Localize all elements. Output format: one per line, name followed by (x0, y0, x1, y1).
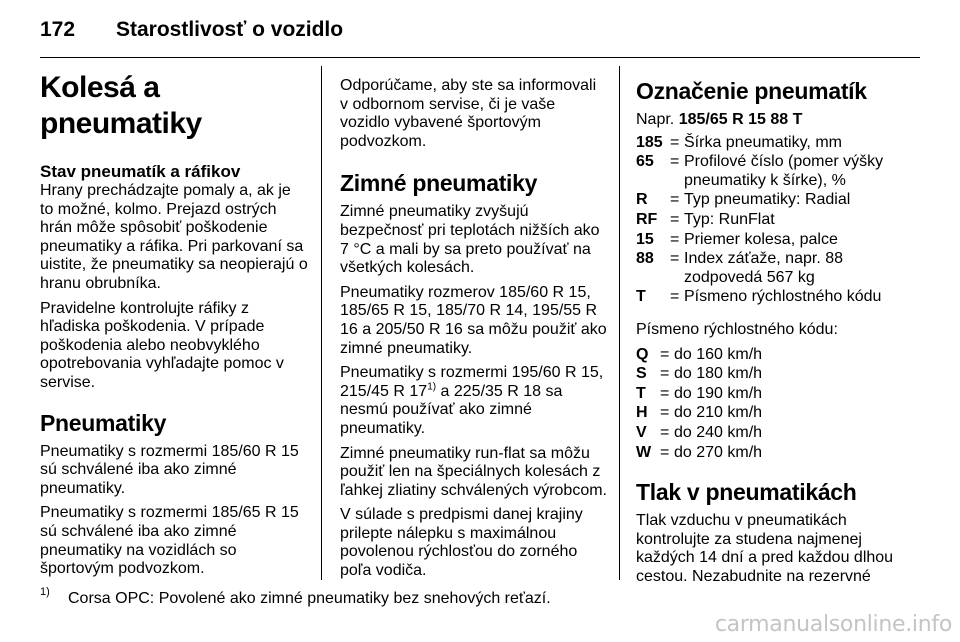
code-row (636, 385, 908, 404)
code-row (636, 191, 908, 210)
paragraph: Pneumatiky rozmerov 185/60 R 15, 185/65 R 15, 185/70 R 14, 195/55 R 16 a 205/50 R 16 sa môžu použiť ako zimné pneumatiky. (340, 283, 607, 357)
code-row (636, 404, 908, 423)
code-description: do 160 km/h (674, 345, 763, 363)
code-description: Index záťaže, napr. 88 zodpovedá 567 kg (684, 250, 843, 286)
paragraph: Tlak vzduchu v pneumatikách kontrolujte za studena najmenej každých 14 dní a pred každou dlhou cestou. Nezabudnite na rezervné (636, 512, 894, 585)
example-prefix: Napr. (636, 111, 675, 128)
code-key: Q (636, 345, 649, 363)
code-row (636, 346, 908, 365)
equals-sign: = (670, 133, 680, 151)
code-row (636, 231, 908, 250)
equals-sign: = (670, 191, 680, 209)
code-description: Šírka pneumatiky, mm (684, 133, 842, 151)
code-key: RF (636, 210, 658, 228)
equals-sign: = (670, 250, 680, 268)
section-title-tyre-designation: Označenie pneumatík (636, 78, 867, 104)
equals-sign: = (660, 443, 670, 461)
code-row (636, 444, 908, 463)
example-line (636, 111, 908, 130)
column-divider (321, 66, 322, 580)
equals-sign: = (670, 153, 680, 171)
paragraph: Hrany prechádzajte pomaly a, ak je to možné, kolmo. Prejazd ostrých hrán môže spôsobiť poškodenie pneumatiky a ráfika. Pri parkovaní sa uistite, že pneumatiky sa neopierajú o hranu obrubníka. (40, 182, 308, 292)
code-row (636, 134, 908, 153)
equals-sign: = (660, 345, 670, 363)
footnote-text: Corsa OPC: Povolené ako zimné pneumatiky bez snehových reťazí. (68, 590, 551, 607)
speed-intro: Písmeno rýchlostného kódu: (636, 320, 838, 338)
code-row (636, 211, 908, 230)
code-description: do 190 km/h (674, 384, 763, 402)
page-header (40, 14, 920, 58)
code-key: 65 (636, 153, 654, 171)
section-title-tyres: Pneumatiky (40, 409, 167, 436)
equals-sign: = (660, 404, 670, 422)
paragraph-text: a 225/35 R 18 sa nesmú používať ako zimné pneumatiky. (340, 382, 563, 437)
running-title: Starostlivosť o vozidlo (116, 18, 344, 41)
equals-sign: = (670, 288, 680, 306)
code-key: T (636, 288, 646, 306)
code-description: Typ: RunFlat (684, 210, 775, 228)
code-key: 185 (636, 133, 663, 151)
code-description: Priemer kolesa, palce (684, 230, 838, 248)
code-key: W (636, 443, 652, 461)
code-row (636, 153, 908, 190)
tyre-code-list (636, 134, 908, 307)
code-description: Profilové číslo (pomer výšky pneumatiky k šírke), % (684, 153, 884, 189)
code-row (636, 288, 908, 307)
chapter-title: Kolesá a pneumatiky (40, 71, 202, 140)
code-description: do 210 km/h (674, 404, 763, 422)
equals-sign: = (670, 230, 680, 248)
paragraph: Pneumatiky s rozmermi 185/65 R 15 sú schválené iba ako zimné pneumatiky na vozidlách so športovým podvozkom. (40, 504, 299, 578)
column-divider (619, 66, 620, 580)
code-key: R (636, 191, 648, 209)
paragraph: Pneumatiky s rozmermi 185/60 R 15 sú schválené iba ako zimné pneumatiky. (40, 442, 299, 497)
footnote-mark: 1) (40, 586, 50, 598)
paragraph-text: Pneumatiky s rozmermi 195/60 R 15, 215/45 R 17 (340, 364, 604, 400)
speed-code-list (636, 346, 908, 463)
code-key: S (636, 365, 647, 383)
paragraph: Pravidelne kontrolujte ráfiky z hľadiska poškodenia. V prípade poškodenia alebo neobvyklého opotrebovania vyhľadajte pomoc v servise. (40, 299, 284, 391)
code-description: Písmeno rýchlostného kódu (684, 288, 882, 306)
code-key: T (636, 384, 646, 402)
column-1 (40, 70, 308, 585)
paragraph: V súlade s predpismi danej krajiny prilepte nálepku s maximálnou povolenou rýchlosťou do zorného poľa vodiča. (340, 506, 583, 580)
code-row (636, 250, 908, 287)
section-title-rim-condition: Stav pneumatík a ráfikov (40, 162, 241, 181)
code-description: do 180 km/h (674, 365, 763, 383)
equals-sign: = (660, 365, 670, 383)
paragraph (340, 364, 608, 438)
code-description: do 270 km/h (674, 443, 763, 461)
code-key: H (636, 404, 648, 422)
code-row (636, 365, 908, 384)
equals-sign: = (660, 423, 670, 441)
code-key: 15 (636, 230, 654, 248)
example-code: 185/65 R 15 88 T (678, 111, 803, 128)
section-title-winter-tyres: Zimné pneumatiky (340, 170, 538, 197)
code-row (636, 424, 908, 443)
column-3 (636, 77, 908, 592)
equals-sign: = (670, 210, 680, 228)
page-number: 172 (40, 18, 76, 41)
code-key: 88 (636, 250, 654, 268)
paragraph: Zimné pneumatiky run-flat sa môžu použiť len na špeciálnych kolesách z ľahkej zliatiny schválených výrobcom. (340, 444, 607, 499)
code-key: V (636, 423, 647, 441)
equals-sign: = (660, 384, 670, 402)
code-description: Typ pneumatiky: Radial (684, 191, 851, 209)
footnote-reference: 1) (427, 381, 437, 393)
column-2 (340, 77, 608, 587)
code-description: do 240 km/h (674, 423, 763, 441)
watermark: carmanualsonline.info (714, 612, 952, 637)
section-title-tyre-pressure: Tlak v pneumatikách (636, 479, 857, 506)
paragraph: Zimné pneumatiky zvyšujú bezpečnosť pri teplotách nižších ako 7 °C a mali by sa preto používať na všetkých kolesách. (340, 203, 600, 277)
paragraph: Odporúčame, aby ste sa informovali v odbornom servise, či je vaše vozidlo vybavené športovým podvozkom. (340, 77, 597, 150)
